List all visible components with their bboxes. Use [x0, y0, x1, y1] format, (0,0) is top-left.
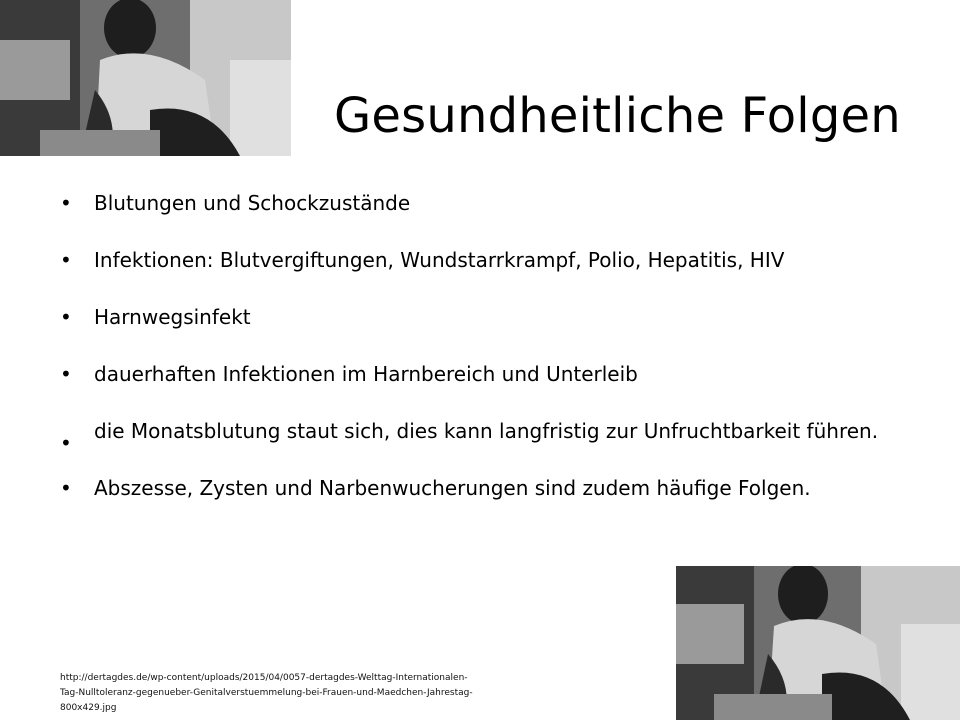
bullet-text: Abszesse, Zysten und Narbenwucherungen sind zudem häufige Folgen. [94, 476, 811, 500]
photo-woman-crouching-top [0, 0, 291, 156]
bullet-item [60, 188, 940, 218]
bullet-icon: • [60, 191, 72, 215]
bullet-list [60, 188, 940, 530]
bullet-item [60, 245, 940, 275]
bullet-item [60, 302, 940, 332]
bullet-text: die Monatsblutung staut sich, dies kann langfristig zur Unfruchtbarkeit führen. [94, 419, 879, 443]
image-source-url [60, 671, 540, 716]
bullet-item [60, 404, 940, 458]
bullet-icon: • [60, 362, 72, 386]
slide-title: Gesundheitliche Folgen [334, 88, 901, 145]
bullet-text: Infektionen: Blutvergiftungen, Wundstarrkrampf, Polio, Hepatitis, HIV [94, 248, 785, 272]
bullet-icon: • [60, 431, 72, 455]
bullet-icon: • [60, 476, 72, 500]
bullet-icon: • [60, 305, 72, 329]
photo-woman-crouching-bottom [676, 566, 960, 720]
bullet-text: Blutungen und Schockzustände [94, 191, 411, 215]
bullet-icon: • [60, 248, 72, 272]
source-line: Tag-Nulltoleranz-gegenueber-Genitalverstuemmelung-bei-Frauen-und-Maedchen-Jahrestag- [60, 688, 473, 698]
source-line: 800x429.jpg [60, 703, 117, 713]
bullet-text: Harnwegsinfekt [94, 305, 251, 329]
bullet-text: dauerhaften Infektionen im Harnbereich und Unterleib [94, 362, 638, 386]
bullet-item [60, 359, 940, 389]
bullet-item [60, 473, 940, 503]
source-line: http://dertagdes.de/wp-content/uploads/2015/04/0057-dertagdes-Welttag-Internationalen- [60, 673, 468, 683]
